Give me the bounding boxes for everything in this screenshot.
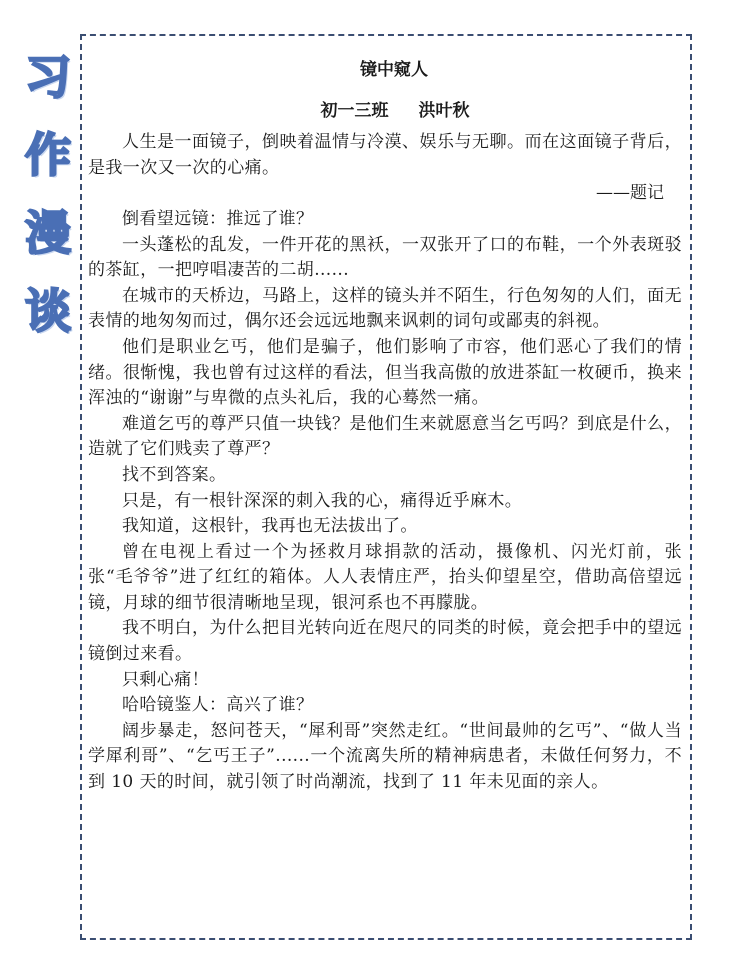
author-name: 洪叶秋 — [418, 100, 470, 121]
paragraph: 一头蓬松的乱发，一件开花的黑袄，一双张开了口的布鞋，一个外表斑驳的茶缸，一把哼唱凄苦的二胡...... — [88, 234, 682, 281]
paragraph: 哈哈镜鉴人：高兴了谁？ — [122, 695, 314, 716]
paragraph: 阔步暴走，怒问苍天，“犀利哥”突然走红。“世间最帅的乞丐”、“做人当学犀利哥”、“乞丐王子”......一个流离失所的精神病患者，未做任何努力，不到 10 天的时间，就引领了时尚潮流，找到了 11 年未见面的亲人。 — [88, 720, 682, 793]
intro-paragraph: 人生是一面镜子，倒映着温情与冷漠、娱乐与无聊。而在这面镜子背后，是我一次又一次的心痛。 — [88, 132, 682, 178]
article-title: 镜中窥人 — [360, 60, 428, 80]
class-name: 初一三班 — [320, 100, 389, 121]
byline — [88, 99, 682, 125]
side-title — [20, 38, 76, 350]
paragraph: 曾在电视上看过一个为拯救月球捐款的活动，摄像机、闪光灯前，张张“毛爷爷”进了红红的箱体。人人表情庄严，抬头仰望星空，借助高倍望远镜，月球的细节很清晰地呈现，银河系也不再朦胧。 — [88, 541, 682, 613]
side-title-char: 习 — [25, 50, 71, 104]
paragraph: 他们是职业乞丐，他们是骗子，他们影响了市容，他们恶心了我们的情绪。很惭愧，我也曾有过这样的看法，但当我高傲的放进茶缸一枚硬币，换来浑浊的“谢谢”与卑微的点头礼后，我的心蓦然一痛。 — [88, 336, 682, 409]
paragraph: 找不到答案。 — [122, 464, 227, 485]
paragraph: 倒看望远镜：推远了谁？ — [122, 208, 314, 229]
signoff: ——题记 — [596, 183, 664, 204]
paragraph: 我不明白，为什么把目光转向近在咫尺的同类的时候，竟会把手中的望远镜倒过来看。 — [88, 618, 682, 665]
paragraph: 我知道，这根针，我再也无法拔出了。 — [122, 516, 418, 537]
side-title-char: 作 — [25, 128, 71, 182]
side-title-char: 漫 — [25, 206, 71, 260]
paragraph: 难道乞丐的尊严只值一块钱？是他们生来就愿意当乞丐吗？到底是什么，造就了它们贱卖了尊严？ — [88, 413, 682, 460]
paragraph: 在城市的天桥边，马路上，这样的镜头并不陌生，行色匆匆的人们，面无表情的地匆匆而过，偶尔还会远远地飘来讽刺的词句或鄙夷的斜视。 — [88, 285, 682, 332]
article-body — [88, 58, 682, 796]
paragraph: 只是，有一根针深深的刺入我的心，痛得近乎麻木。 — [122, 490, 523, 511]
side-title-char: 谈 — [25, 284, 71, 338]
paragraph: 只剩心痛！ — [122, 669, 209, 690]
